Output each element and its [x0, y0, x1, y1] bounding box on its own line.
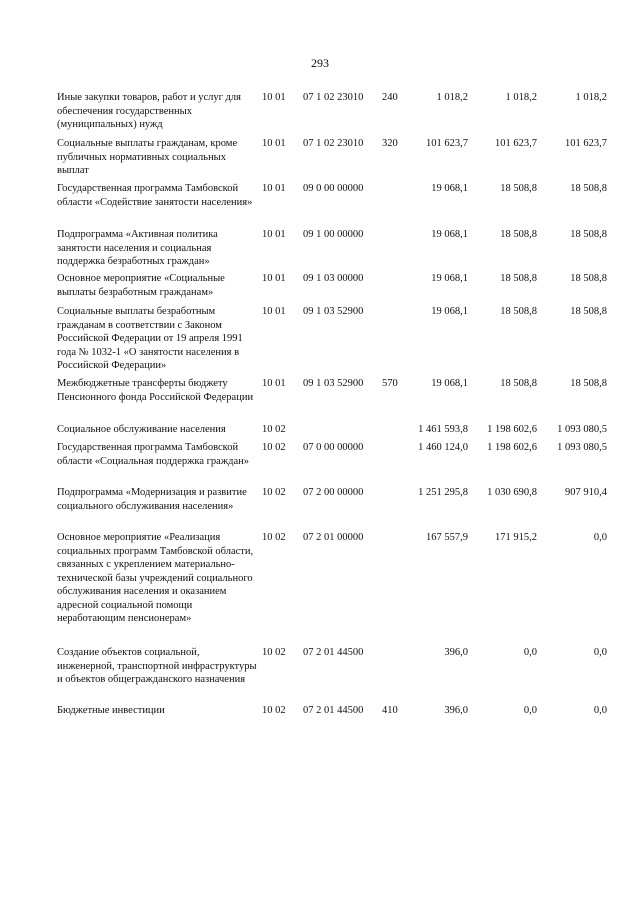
page-number: 293 [311, 56, 329, 70]
row-rzpr: 10 02 [262, 647, 286, 658]
row-value-3: 1 093 080,5 [557, 424, 607, 435]
row-rzpr: 10 01 [262, 229, 286, 240]
row-value-2: 1 198 602,6 [487, 442, 537, 453]
row-name: Бюджетные инвестиции [57, 705, 165, 716]
row-name: Межбюджетные трансферты бюджету Пенсионного фонда Российской Федерации [57, 378, 254, 403]
row-value-1: 19 068,1 [431, 229, 468, 240]
row-value-3: 0,0 [593, 532, 607, 543]
row-rzpr: 10 01 [262, 183, 286, 194]
row-name: Социальное обслуживание населения [57, 424, 226, 435]
row-value-2: 1 198 602,6 [487, 424, 537, 435]
row-rzpr: 10 02 [262, 532, 286, 543]
row-rzpr: 10 02 [262, 487, 286, 498]
row-rzpr: 10 01 [262, 92, 286, 103]
row-csr: 07 2 00 00000 [303, 487, 364, 498]
row-name: Подпрограмма «Активная политика занятости населения и социальная поддержка безработных граждан» [57, 229, 218, 267]
row-vr: 570 [382, 378, 398, 389]
row-value-3: 1 093 080,5 [557, 442, 607, 453]
row-value-1: 396,0 [444, 705, 468, 716]
row-value-3: 0,0 [593, 647, 607, 658]
row-value-2: 18 508,8 [500, 183, 537, 194]
row-value-1: 19 068,1 [431, 378, 468, 389]
row-value-1: 396,0 [444, 647, 468, 658]
row-value-2: 0,0 [523, 647, 537, 658]
row-csr: 07 1 02 23010 [303, 92, 364, 103]
row-value-2: 171 915,2 [495, 532, 537, 543]
row-csr: 09 1 00 00000 [303, 229, 364, 240]
row-value-2: 18 508,8 [500, 229, 537, 240]
row-name: Подпрограмма «Модернизация и развитие социального обслуживания населения» [57, 487, 247, 512]
row-value-3: 18 508,8 [570, 306, 607, 317]
row-value-1: 19 068,1 [431, 183, 468, 194]
row-value-2: 1 030 690,8 [487, 487, 537, 498]
row-value-2: 0,0 [523, 705, 537, 716]
row-rzpr: 10 01 [262, 138, 286, 149]
row-value-3: 101 623,7 [565, 138, 607, 149]
row-value-1: 101 623,7 [426, 138, 468, 149]
row-value-2: 101 623,7 [495, 138, 537, 149]
row-rzpr: 10 02 [262, 442, 286, 453]
row-rzpr: 10 02 [262, 424, 286, 435]
row-value-1: 1 251 295,8 [418, 487, 468, 498]
row-value-2: 18 508,8 [500, 306, 537, 317]
row-value-3: 18 508,8 [570, 378, 607, 389]
row-name: Основное мероприятие «Социальные выплаты безработным гражданам» [57, 273, 225, 298]
row-value-3: 907 910,4 [565, 487, 607, 498]
row-value-3: 18 508,8 [570, 273, 607, 284]
row-csr: 07 0 00 00000 [303, 442, 364, 453]
row-vr: 410 [382, 705, 398, 716]
row-value-2: 18 508,8 [500, 273, 537, 284]
row-value-1: 19 068,1 [431, 306, 468, 317]
row-csr: 09 1 03 00000 [303, 273, 364, 284]
row-csr: 09 0 00 00000 [303, 183, 364, 194]
row-value-1: 167 557,9 [426, 532, 468, 543]
row-csr: 07 2 01 44500 [303, 705, 364, 716]
row-value-1: 1 460 124,0 [418, 442, 468, 453]
row-value-1: 1 018,2 [436, 92, 468, 103]
row-name: Основное мероприятие «Реализация социальных программ Тамбовской области, связанных с укреплением материально-технической базы учреждений социального обслуживания населения и оказанием адресной социальной помощи неработающим пенсионерам» [57, 532, 254, 624]
row-value-3: 18 508,8 [570, 229, 607, 240]
row-rzpr: 10 01 [262, 273, 286, 284]
row-csr: 09 1 03 52900 [303, 306, 364, 317]
row-name: Создание объектов социальной, инженерной, транспортной инфраструктуры и объектов общегражданского назначения [57, 647, 257, 685]
row-rzpr: 10 01 [262, 378, 286, 389]
row-vr: 240 [382, 92, 398, 103]
row-value-3: 1 018,2 [575, 92, 607, 103]
row-name: Иные закупки товаров, работ и услуг для обеспечения государственных (муниципальных) нужд [57, 92, 241, 130]
row-value-1: 1 461 593,8 [418, 424, 468, 435]
row-value-2: 18 508,8 [500, 378, 537, 389]
row-name: Социальные выплаты безработным гражданам в соответствии с Законом Российской Федерации от 19 апреля 1991 года № 1032-1 «О занятости населения в Российской Федерации» [57, 306, 243, 371]
row-value-2: 1 018,2 [505, 92, 537, 103]
row-name: Государственная программа Тамбовской области «Содействие занятости населения» [57, 183, 253, 208]
row-rzpr: 10 01 [262, 306, 286, 317]
row-value-3: 18 508,8 [570, 183, 607, 194]
row-vr: 320 [382, 138, 398, 149]
row-csr: 07 2 01 44500 [303, 647, 364, 658]
row-csr: 09 1 03 52900 [303, 378, 364, 389]
row-rzpr: 10 02 [262, 705, 286, 716]
row-name: Социальные выплаты гражданам, кроме публичных нормативных социальных выплат [57, 138, 238, 176]
row-csr: 07 1 02 23010 [303, 138, 364, 149]
row-csr: 07 2 01 00000 [303, 532, 364, 543]
row-value-3: 0,0 [593, 705, 607, 716]
row-name: Государственная программа Тамбовской области «Социальная поддержка граждан» [57, 442, 249, 467]
row-value-1: 19 068,1 [431, 273, 468, 284]
